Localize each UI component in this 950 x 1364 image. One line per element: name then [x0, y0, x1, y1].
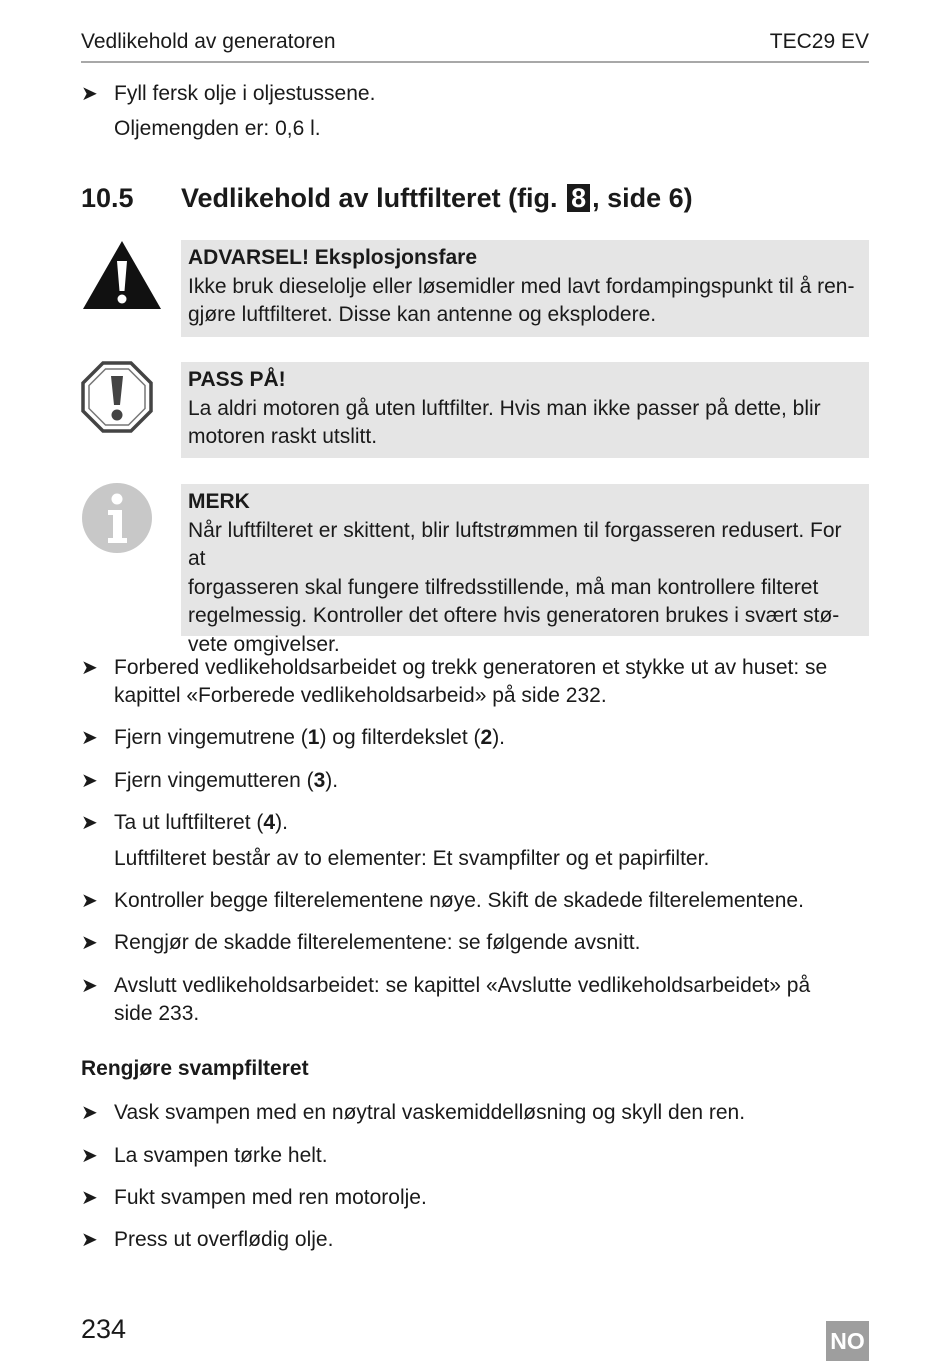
- intro-note: Oljemengden er: 0,6 l.: [114, 117, 321, 140]
- caution-text: La aldri motoren gå uten luftfilter. Hvis man ikke passer på dette, blir: [188, 396, 821, 420]
- notice-title: MERK: [188, 490, 250, 513]
- bullet-arrow-icon: ➤: [81, 657, 98, 679]
- caution-note: [181, 362, 869, 458]
- caution-title: PASS PÅ!: [188, 368, 286, 391]
- step-text: Vask svampen med en nøytral vaskemiddelløsning og skyll den ren.: [114, 1101, 746, 1124]
- step-text: Avslutt vedlikeholdsarbeidet: se kapittel «Avslutte vedlikeholdsarbeidet» på: [114, 974, 811, 997]
- subsection-heading: Rengjøre svampfilteret: [81, 1057, 309, 1080]
- bullet-arrow-icon: ➤: [81, 770, 98, 792]
- bullet-arrow-icon: ➤: [81, 1187, 98, 1209]
- step-text: La svampen tørke helt.: [114, 1144, 328, 1167]
- step-text: Press ut overflødig olje.: [114, 1228, 334, 1251]
- warning-note: [181, 240, 869, 337]
- step-text: Rengjør de skadde filterelementene: se følgende avsnitt.: [114, 931, 641, 954]
- step-note: Luftfilteret består av to elementer: Et svampfilter og et papirfilter.: [114, 847, 710, 870]
- warning-triangle-icon: [81, 239, 163, 311]
- notice-text: Når luftfilteret er skittent, blir luftstrømmen til forgasseren redusert. For at: [188, 518, 842, 570]
- bullet-arrow-icon: ➤: [81, 890, 98, 912]
- step-text: side 233.: [114, 1002, 200, 1025]
- list-item: [81, 1226, 871, 1254]
- notice-text: regelmessig. Kontroller det oftere hvis generatoren brukes i svært stø-: [188, 604, 840, 627]
- caution-text: motoren raskt utslitt.: [188, 425, 378, 448]
- language-badge: NO: [826, 1321, 869, 1361]
- info-circle-icon: [81, 482, 153, 554]
- step-text: Fjern vingemutteren (3).: [114, 769, 339, 792]
- section-number: 10.5: [81, 183, 134, 213]
- step-text: Kontroller begge filterelementene nøye. Skift de skadede filterelementene.: [114, 889, 804, 912]
- warning-title: ADVARSEL! Eksplosjonsfare: [188, 246, 478, 269]
- step-text: Fjern vingemutrene (1) og filterdekslet (2).: [114, 726, 506, 749]
- warning-text: Ikke bruk dieselolje eller løsemidler med lavt fordampingspunkt til å ren-: [188, 274, 855, 298]
- warning-text: gjøre luftfilteret. Disse kan antenne og eksplodere.: [188, 303, 657, 326]
- notice-text: vete omgivelser.: [188, 632, 340, 656]
- header-chapter: Vedlikehold av generatoren: [81, 30, 336, 53]
- step-text: Fyll fersk olje i oljestussene.: [114, 82, 376, 105]
- notice-note: [181, 484, 869, 656]
- step-item: [81, 809, 871, 837]
- bullet-arrow-icon: ➤: [81, 1229, 98, 1251]
- bullet-arrow-icon: ➤: [81, 812, 98, 834]
- bullet-arrow-icon: ➤: [81, 727, 98, 749]
- list-item: [81, 1184, 871, 1212]
- step-item: [81, 724, 871, 752]
- section-title: Vedlikehold av luftfilteret (fig. 8 , side 6): [181, 183, 693, 213]
- step-item: [81, 767, 871, 795]
- step-item: [81, 654, 871, 710]
- page-header: [81, 30, 869, 63]
- step-text: kapittel «Forberede vedlikeholdsarbeid» på side 232.: [114, 684, 607, 707]
- bullet-arrow-icon: ➤: [81, 1102, 98, 1124]
- step-text: Ta ut luftfilteret (4).: [114, 811, 288, 834]
- bullet-arrow-icon: ➤: [81, 83, 98, 105]
- figure-ref-badge: 8: [567, 184, 590, 212]
- step-item: [81, 929, 871, 957]
- intro-step: [81, 80, 871, 108]
- step-text: Fukt svampen med ren motorolje.: [114, 1186, 427, 1209]
- page-number: 234: [81, 1314, 127, 1344]
- notice-text: forgasseren skal fungere tilfredsstillende, må man kontrollere filteret: [188, 575, 819, 599]
- exclamation-octagon-icon: [81, 361, 153, 433]
- bullet-arrow-icon: ➤: [81, 975, 98, 997]
- bullet-arrow-icon: ➤: [81, 1145, 98, 1167]
- step-text: Forbered vedlikeholdsarbeidet og trekk generatoren et stykke ut av huset: se: [114, 656, 828, 679]
- bullet-arrow-icon: ➤: [81, 932, 98, 954]
- list-item: [81, 1142, 871, 1170]
- step-item: [81, 972, 871, 1028]
- step-item: [81, 887, 871, 915]
- list-item: [81, 1099, 871, 1127]
- header-model: TEC29 EV: [769, 30, 869, 53]
